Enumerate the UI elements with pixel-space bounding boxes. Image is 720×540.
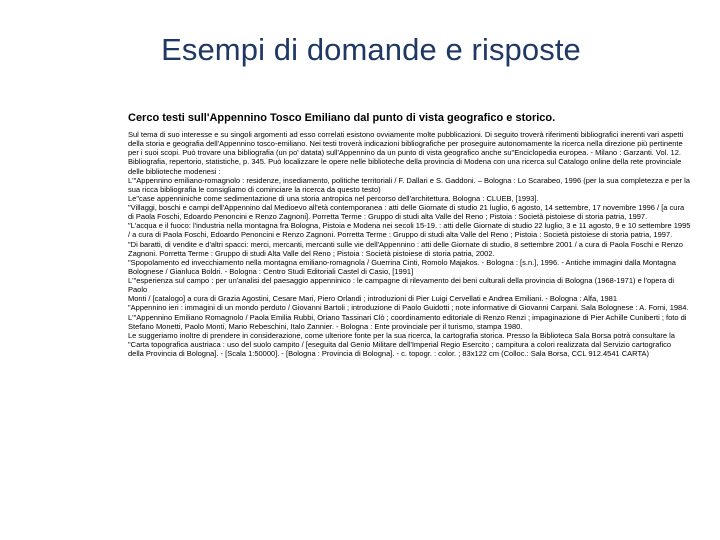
question-text: Cerco testi sull'Appennino Tosco Emiliano dal punto di vista geografico e storico.: [128, 112, 556, 124]
slide-title: Esempi di domande e risposte: [161, 32, 581, 67]
answer-text: Sul tema di suo interesse e su singoli argomenti ad esso correlati esistono ovviamente molte pubblicazioni. Di seguito troverà riferimenti bibliografici inerenti vari aspetti della storia e geografia dell'Appennino tosco-emiliano. Nei testi troverà indicazioni bibliografiche per proseguire autonomamente la ricerca nella direzione più pertinente per i suoi scopi. Può trovare una bibliografia (un po' datata) sull'Appennino da un punto di vista geografico anche su"Enciclopedia europea. - Milano : Garzanti. Vol. 12. Bibliografia, repertorio, statistiche, p. 345. Può localizzare le opere nelle biblioteche della provincia di Modena con una ricerca sul Catalogo online della rete provinciale delle biblioteche modenesi : L'"Appennino emiliano-romagnolo : residenze, insediamento, politiche territoriali / F. Dallari e S. Gaddoni. – Bologna : Lo Scarabeo, 1996 (per la sua completezza e per la sua ricca bibliografia le consigliamo di cominciare la ricerca da questo testo) Le"case appenniniche come sedimentazione di una storia antropica nel percorso dell'architettura. Bologna : CLUEB, [1993]. "Villaggi, boschi e campi dell'Appennino dal Medioevo all'età contemporanea : atti delle Giornate di studio 21 luglio, 6 agosto, 14 settembre, 17 novembre 1996 / [a cura di Paola Foschi, Edoardo Penoncini e Renzo Zagnoni]. Porretta Terme : Gruppo di studi alta Valle del Reno ; Pistoia : Società pistoiese di storia patria, 1997. "L'acqua e il fuoco: l'industria nella montagna fra Bologna, Pistoia e Modena nei secoli 15-19. : atti delle Giornate di studio 22 luglio, 3 e 11 agosto, 9 e 10 settembre 1995 / a cura di Paola Foschi, Edoardo Penoncini e Renzo Zagnoni. Porretta Terme : Gruppo di studi alta Valle del Reno ; Pistoia : Società pistoiese di storia patria, 1997. "Di baratti, di vendite e d'altri spacci: merci, mercanti, mercanti sulle vie dell'Appennino : atti delle Giornate di studio, 8 settembre 2001 / a cura di Paola Foschi e Renzo Zagnoni. Porretta Terme : Gruppo di studi Alta Valle del Reno ; Pistoia : Società pistoiese di storia patria, 2002. "Spopolamento ed invecchiamento nella montagna emiliano-romagnola / Guerrina Cinti, Romolo Majakos. - Bologna : [s.n.], 1996. - Antiche immagini dalla Montagna Bolognese / Gianluca Boldri. - Bologna : Centro Studi Editoriali Castel di Casio, [1991] L'"esperienza sul campo : per un'analisi del paesaggio appenninico : le campagne di rilevamento dei beni culturali della provincia di Bologna (1968-1971) e l'opera di Paolo Monti / [catalogo] a cura di Grazia Agostini, Cesare Mari, Piero Orlandi ; introduzioni di Pier Luigi Cervellati e Andrea Emiliani. - Bologna : Alfa, 1981 "Appennino ieri : immagini di un mondo perduto / Giovanni Bartoli ; introduzione di Paolo Guidotti ; note informative di Giovanni Carpani. Sala Bolognese : A. Forni, 1984. L'"Appennino Emiliano Romagnolo / Paola Emilia Rubbi, Oriano Tassinari Clò ; coordinamento editoriale di Renzo Renzi ; impaginazione di Pier Achille Cuniberti ; foto di Stefano Monetti, Paolo Monti, Mario Rebeschini, Italo Zannier. - Bologna : Ente provinciale per il turismo, stampa 1980. Le suggeriamo inoltre di prendere in considerazione, come ulteriore fonte per la sua ricerca, la cartografia storica. Presso la Biblioteca Sala Borsa potrà consultare la "Carta topografica austriaca : uso del suolo campito / [eseguita dal Genio Militare dell'Imperial Regio Esercito ; campitura a colori realizzata dal Servizio cartografico della Provincia di Bologna]. - [Scala 1:50000]. - [Bologna : Provincia di Bologna]. - c. topogr. : color. ; 83x122 cm (Colloc.: Sala Borsa, CCL 912.4541 CARTA): [128, 130, 691, 358]
